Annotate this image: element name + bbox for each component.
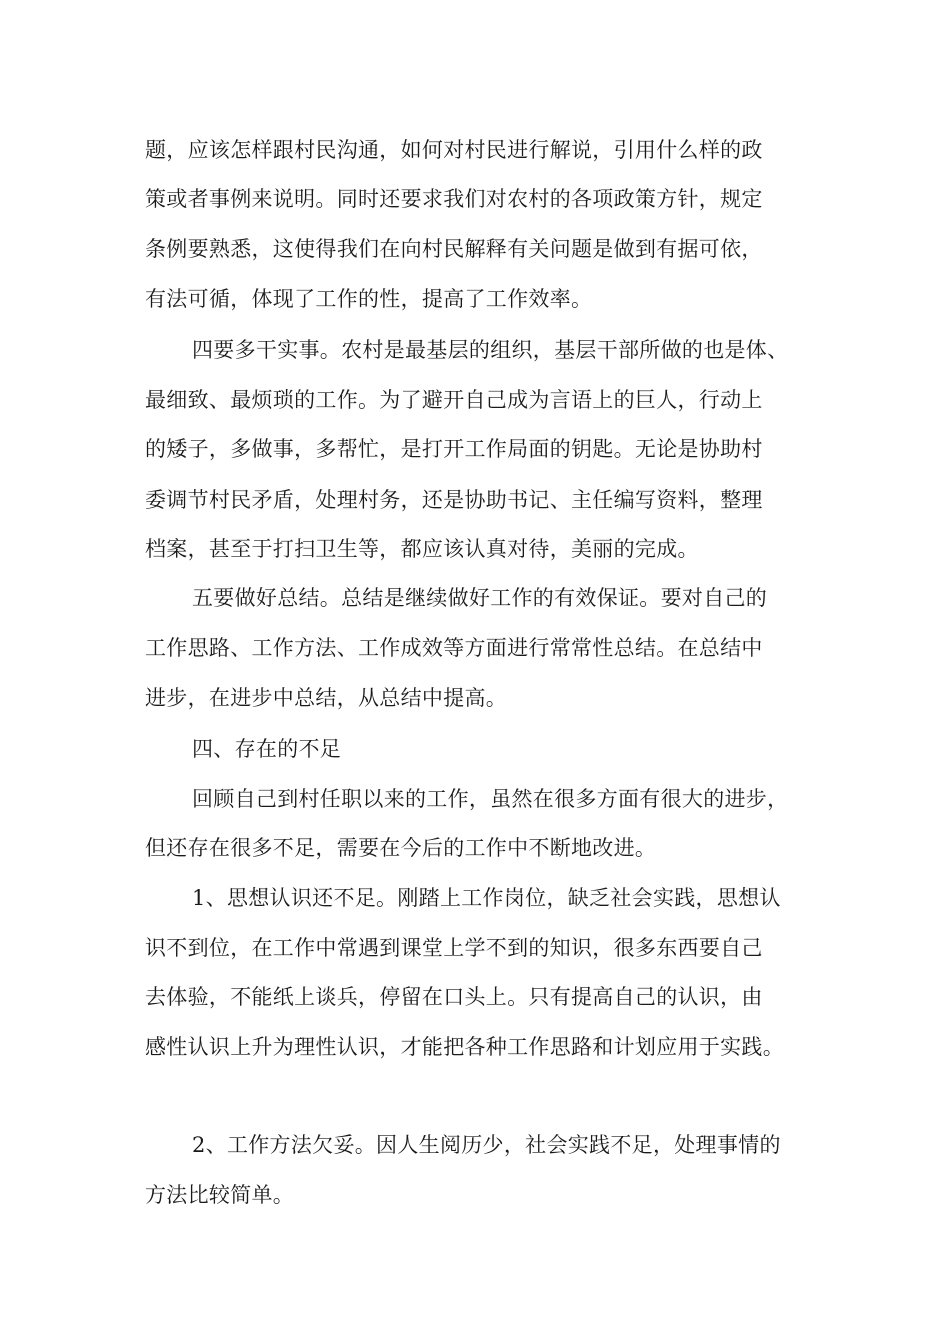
paragraph-start-line: 五要做好总结。总结是继续做好工作的有效保证。要对自己的 xyxy=(192,586,768,610)
text-line: 档案，甚至于打扫卫生等，都应该认真对待，美丽的完成。 xyxy=(145,537,699,561)
text-line: 题，应该怎样跟村民沟通，如何对村民进行解说，引用什么样的政 xyxy=(145,138,763,162)
text-line: 感性认识上升为理性认识，才能把各种工作思路和计划应用于实践。 xyxy=(145,1035,784,1059)
text-line: 工作思路、工作方法、工作成效等方面进行常常性总结。在总结中 xyxy=(145,636,763,660)
text-line: 最细致、最烦琐的工作。为了避开自己成为言语上的巨人，行动上 xyxy=(145,388,763,412)
text-line: 有法可循，体现了工作的性，提高了工作效率。 xyxy=(145,287,593,311)
text-line: 识不到位，在工作中常遇到课堂上学不到的知识，很多东西要自己 xyxy=(145,936,763,960)
paragraph-start-line: 2、工作方法欠妥。因人生阅历少，社会实践不足，处理事情的 xyxy=(192,1133,781,1157)
paragraph-start-line: 回顾自己到村任职以来的工作，虽然在很多方面有很大的进步， xyxy=(192,787,789,811)
section-heading: 四、存在的不足 xyxy=(192,737,342,761)
paragraph-start-line: 四要多干实事。农村是最基层的组织，基层干部所做的也是体、 xyxy=(192,338,789,362)
text-line: 策或者事例来说明。同时还要求我们对农村的各项政策方针，规定 xyxy=(145,187,763,211)
text-line: 进步，在进步中总结，从总结中提高。 xyxy=(145,686,508,710)
text-line: 去体验，不能纸上谈兵，停留在口头上。只有提高自己的认识，由 xyxy=(145,985,763,1009)
text-line: 但还存在很多不足，需要在今后的工作中不断地改进。 xyxy=(145,836,657,860)
text-line: 委调节村民矛盾，处理村务，还是协助书记、主任编写资料，整理 xyxy=(145,488,763,512)
paragraph-start-line: 1、思想认识还不足。刚踏上工作岗位，缺乏社会实践，思想认 xyxy=(192,886,781,910)
text-line: 的矮子，多做事，多帮忙，是打开工作局面的钥匙。无论是协助村 xyxy=(145,437,763,461)
text-line: 方法比较简单。 xyxy=(145,1183,295,1207)
text-line: 条例要熟悉，这使得我们在向村民解释有关问题是做到有据可依， xyxy=(145,237,763,261)
